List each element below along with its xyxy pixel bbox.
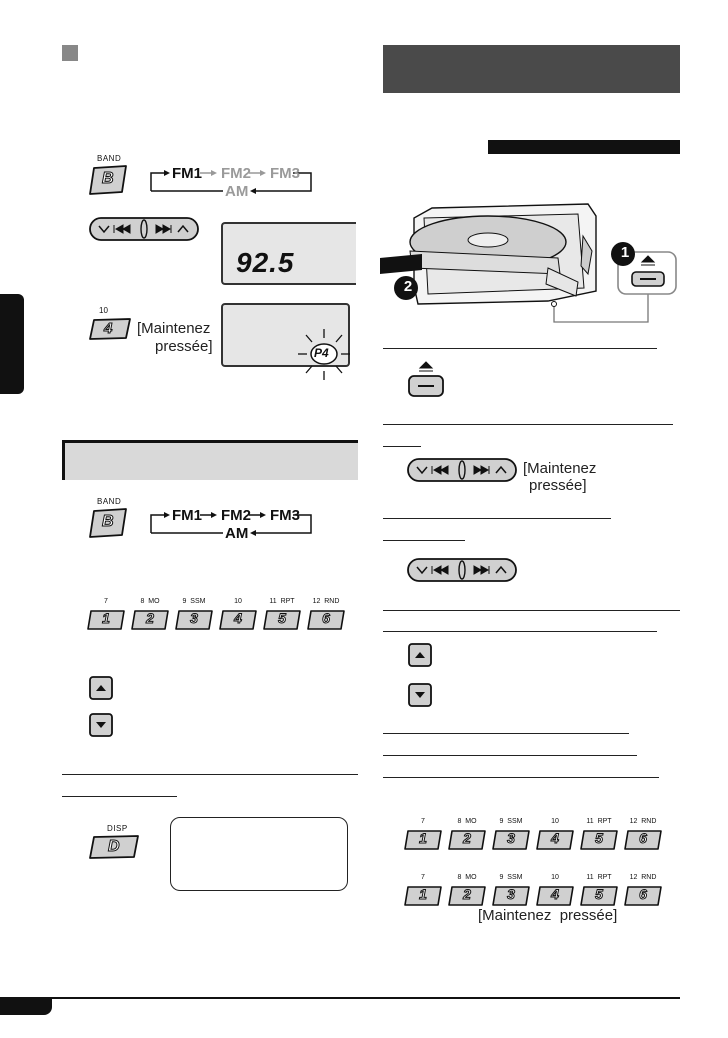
preset-6-button[interactable] — [623, 818, 663, 852]
disp-key-glyph: D — [108, 838, 120, 855]
preset-key-top-label: 8 MO — [457, 874, 477, 881]
preset-key-top-label: 10 — [551, 818, 559, 825]
divider — [383, 755, 637, 756]
header-bar — [383, 45, 680, 93]
preset-5-button[interactable] — [262, 598, 302, 632]
preset-key-glyph: 5 — [278, 610, 286, 626]
cycle2-fm1: FM1 — [172, 507, 202, 524]
preset-1-button[interactable] — [86, 598, 126, 632]
preset-key-glyph: 3 — [507, 830, 515, 846]
down-button-right[interactable] — [407, 682, 433, 708]
preset-row-right-2 — [403, 874, 673, 908]
preset-5-button[interactable] — [579, 818, 619, 852]
preset-key-glyph: 3 — [190, 610, 198, 626]
preset-5-button[interactable] — [579, 874, 619, 908]
preset-key-glyph: 5 — [595, 830, 603, 846]
subheader-bar — [488, 140, 680, 154]
preset-key-top-label: 12 RND — [312, 598, 340, 605]
callout-2: 2 — [403, 278, 413, 295]
hold-label-right-1: [Maintenez — [523, 460, 597, 477]
band-label-2: BAND — [97, 497, 122, 506]
preset-key-top-label: 9 SSM — [499, 818, 523, 825]
preset-3-button[interactable] — [491, 874, 531, 908]
divider — [383, 348, 657, 349]
preset-key-top-label: 11 RPT — [586, 874, 612, 881]
info-box — [170, 817, 348, 891]
cycle1-fm2: FM2 — [221, 165, 251, 182]
hold-label-right-2: pressée] — [529, 477, 587, 494]
preset-key-glyph: 1 — [419, 830, 427, 846]
seek-rocker-button-2[interactable] — [406, 457, 518, 483]
preset-key-top-label: 7 — [104, 598, 108, 605]
preset-key-top-label: 12 RND — [629, 818, 657, 825]
preset-key-glyph: 4 — [551, 886, 559, 902]
preset-4-button[interactable] — [218, 598, 258, 632]
preset-key-glyph: 4 — [551, 830, 559, 846]
band-key-glyph: B — [102, 170, 114, 187]
preset-key-glyph: 4 — [104, 320, 113, 337]
preset-key-top-label: 10 — [551, 874, 559, 881]
underline — [383, 540, 465, 541]
preset-key-glyph: 6 — [639, 886, 647, 902]
preset-6-button[interactable] — [623, 874, 663, 908]
divider — [383, 733, 629, 734]
down-button[interactable] — [88, 712, 114, 738]
preset-2-button[interactable] — [447, 874, 487, 908]
preset-key-top-label: 7 — [421, 818, 425, 825]
preset-1-button[interactable] — [403, 874, 443, 908]
preset-3-button[interactable] — [491, 818, 531, 852]
cycle1-am: AM — [225, 183, 249, 200]
underline — [62, 796, 177, 797]
divider — [383, 777, 659, 778]
preset-key-top-label: 12 RND — [629, 874, 657, 881]
divider — [383, 610, 680, 611]
divider — [62, 774, 358, 775]
up-button-right[interactable] — [407, 642, 433, 668]
preset-indicator-label: P4 — [314, 346, 329, 360]
preset-key-glyph: 1 — [419, 886, 427, 902]
preset-key-top-label: 8 MO — [457, 818, 477, 825]
disp-label: DISP — [107, 824, 128, 833]
hold-label-bottom: [Maintenez pressée] — [478, 907, 618, 924]
up-button[interactable] — [88, 675, 114, 701]
underline — [383, 446, 421, 447]
preset-4-button[interactable] — [535, 874, 575, 908]
preset-4-button[interactable] — [535, 818, 575, 852]
preset-key-top-label: 8 MO — [140, 598, 160, 605]
preset-key-glyph: 2 — [463, 886, 471, 902]
underline — [383, 631, 657, 632]
band-label: BAND — [97, 154, 122, 163]
band-key-glyph-2: B — [102, 513, 114, 530]
section-marker — [62, 45, 78, 61]
preset-2-button[interactable] — [447, 818, 487, 852]
eject-button[interactable] — [406, 360, 446, 400]
side-tab — [0, 294, 24, 394]
cycle2-fm2: FM2 — [221, 507, 251, 524]
cd-loading-illustration — [378, 196, 680, 336]
preset-key-top-label: 11 RPT — [586, 818, 612, 825]
seek-rocker-button-3[interactable] — [406, 557, 518, 583]
preset-key-top-label: 7 — [421, 874, 425, 881]
preset-key-top-label: 9 SSM — [499, 874, 523, 881]
footer-rule — [0, 997, 680, 999]
preset-key-glyph: 4 — [234, 610, 242, 626]
preset-2-button[interactable] — [130, 598, 170, 632]
section-bar — [62, 440, 358, 480]
page-tab — [0, 999, 52, 1015]
preset-key-glyph: 2 — [463, 830, 471, 846]
preset-key-top-label: 11 RPT — [269, 598, 295, 605]
frequency-value: 92.5 — [236, 247, 295, 278]
preset-key-top-label: 9 SSM — [182, 598, 206, 605]
preset-key-glyph: 6 — [639, 830, 647, 846]
hold-label-1: [Maintenez — [137, 320, 211, 337]
cycle1-fm3: FM3 — [270, 165, 300, 182]
preset-row-right-1 — [403, 818, 673, 852]
preset-row-left — [86, 598, 356, 632]
preset-6-button[interactable] — [306, 598, 346, 632]
preset-key-glyph: 3 — [507, 886, 515, 902]
preset-key-glyph: 6 — [322, 610, 330, 626]
preset-key-number: 10 — [99, 306, 108, 315]
preset-key-glyph: 5 — [595, 886, 603, 902]
preset-3-button[interactable] — [174, 598, 214, 632]
divider — [383, 424, 673, 425]
cycle2-fm3: FM3 — [270, 507, 300, 524]
callout-1: 1 — [620, 244, 630, 261]
cycle1-fm1: FM1 — [172, 165, 202, 182]
cycle2-am: AM — [225, 525, 249, 542]
preset-key-glyph: 1 — [102, 610, 110, 626]
seek-rocker-button[interactable] — [88, 216, 200, 242]
preset-1-button[interactable] — [403, 818, 443, 852]
preset-key-glyph: 2 — [146, 610, 154, 626]
divider — [383, 518, 611, 519]
hold-label-2: pressée] — [155, 338, 213, 355]
preset-key-top-label: 10 — [234, 598, 242, 605]
